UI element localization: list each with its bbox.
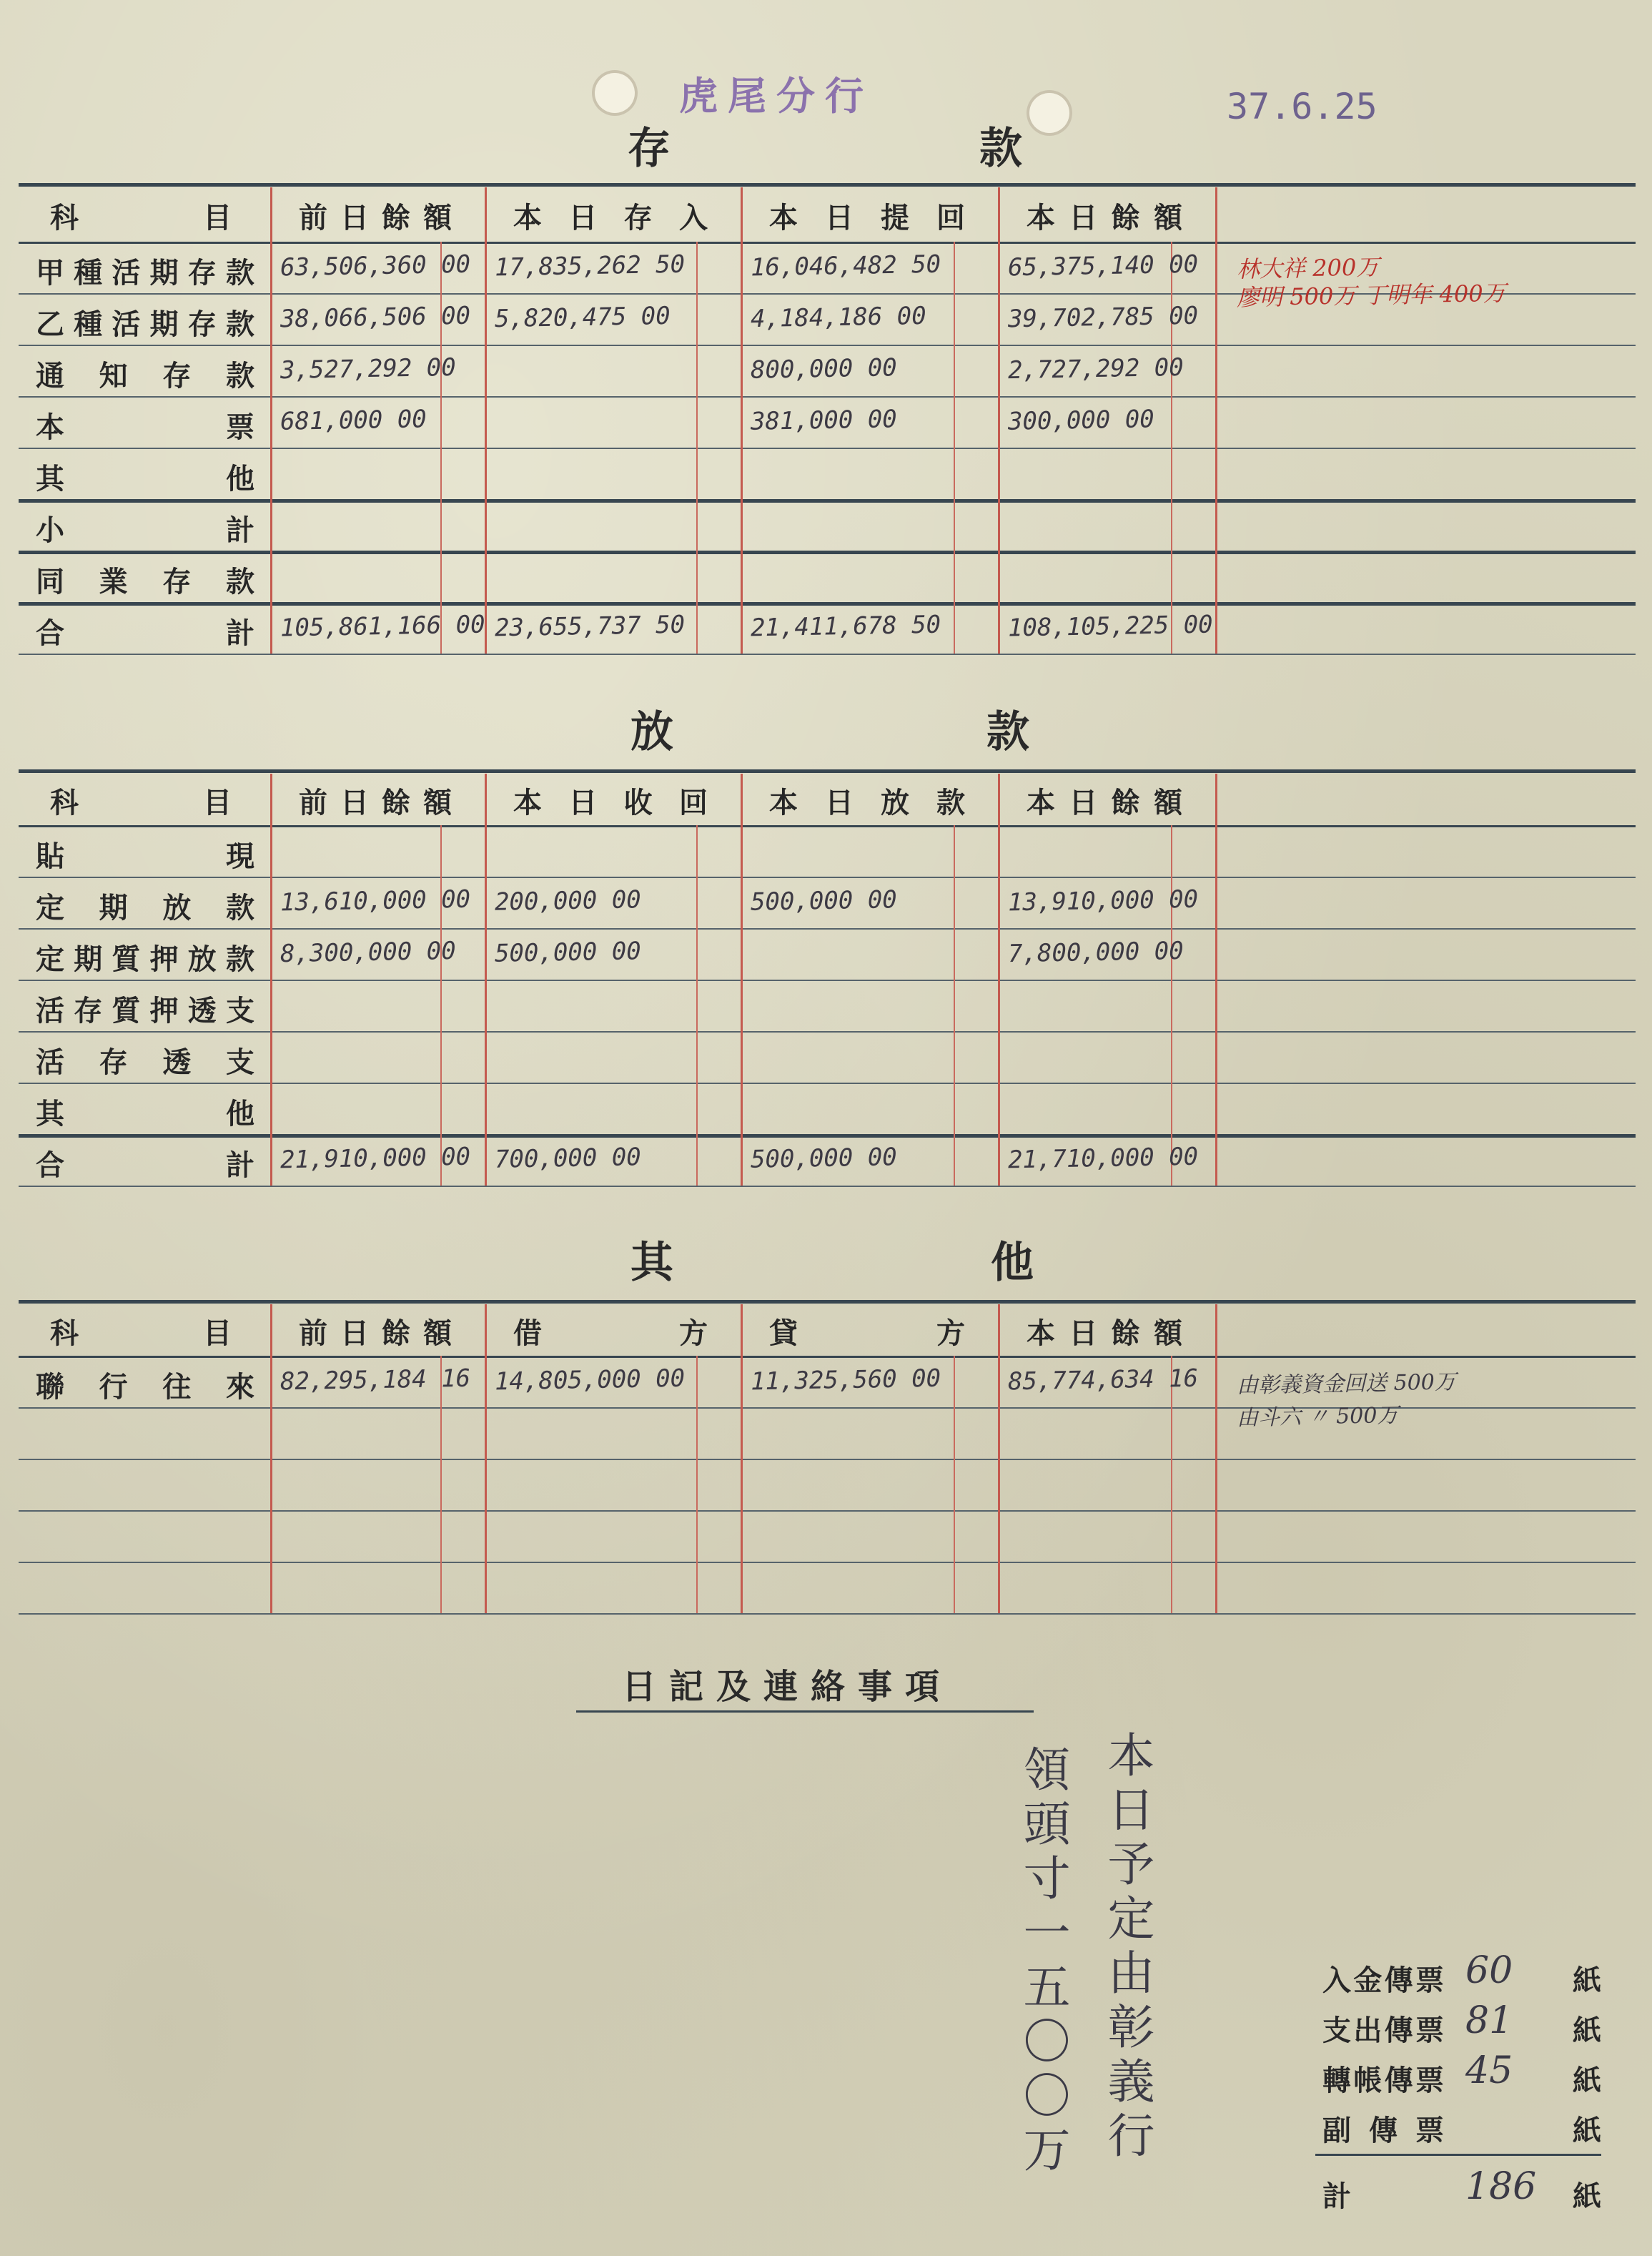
slip-label: 支 出 傳 票	[1322, 2014, 1444, 2047]
loans-row-label: 合 計	[36, 1148, 254, 1182]
loans-col-divider	[485, 774, 487, 1186]
loans-row-value: 200,000 00	[494, 885, 642, 917]
loans-row-value: 7,800,000 00	[1007, 936, 1184, 969]
deposits-row-line	[19, 396, 1636, 398]
loans-row-line	[19, 1134, 1636, 1138]
others-row-line	[19, 1562, 1636, 1563]
loans-header-border	[19, 825, 1636, 827]
loans-row-label: 活 存 質 押 透 支	[36, 994, 254, 1028]
loans-row-value: 500,000 00	[494, 937, 642, 968]
deposits-row-value: 16,046,482 50	[750, 250, 941, 282]
slip-count: 60	[1465, 1949, 1513, 1992]
slip-label: 計	[1322, 2179, 1351, 2213]
loans-row-line	[19, 1083, 1636, 1084]
deposits-title-right: 款	[979, 124, 1022, 174]
others-cents-divider	[954, 1356, 955, 1613]
deposits-top-border	[19, 183, 1636, 187]
deposits-row-line	[19, 345, 1636, 346]
deposits-row-line	[19, 602, 1636, 606]
loans-row-line	[19, 877, 1636, 878]
deposits-row-value: 65,375,140 00	[1007, 250, 1199, 282]
loans-col-divider	[270, 774, 272, 1186]
deposits-row-value: 63,506,360 00	[280, 250, 471, 282]
loans-row-label: 貼 現	[36, 839, 254, 873]
others-row-value: 85,774,634 16	[1007, 1364, 1199, 1397]
others-cents-divider	[440, 1356, 442, 1613]
slip-total-line	[1315, 2154, 1601, 2156]
slip-count: 186	[1465, 2165, 1537, 2208]
loans-cents-divider	[954, 825, 955, 1186]
loans-row-label: 其 他	[36, 1097, 254, 1131]
deposits-row-label: 乙 種 活 期 存 款	[36, 307, 254, 341]
deposits-row-value: 3,527,292 00	[280, 353, 456, 385]
punch-hole-right	[1027, 90, 1072, 136]
deposits-header-col3: 本 日 提 回	[769, 201, 969, 235]
loans-cents-divider	[1171, 825, 1172, 1186]
deposits-row-value: 21,411,678 50	[750, 610, 941, 643]
others-row-label: 聯 行 往 來	[36, 1370, 254, 1404]
slip-count: 81	[1465, 1999, 1513, 2042]
deposits-header-subject: 科 目	[50, 201, 236, 235]
deposits-row-label: 同 業 存 款	[36, 565, 254, 599]
deposits-header-col4: 本 日 餘 額	[1027, 201, 1187, 235]
loans-row-value: 500,000 00	[750, 885, 898, 917]
deposits-row-label: 甲 種 活 期 存 款	[36, 256, 254, 290]
diary-title: 日記及連絡事項	[622, 1667, 953, 1707]
others-row-line	[19, 1613, 1636, 1615]
slip-label: 入 金 傳 票	[1322, 1964, 1444, 1997]
deposits-row-value: 681,000 00	[280, 405, 427, 436]
loans-cents-divider	[440, 825, 442, 1186]
deposits-remark: 林大祥 200万	[1236, 253, 1380, 283]
others-header-col4: 本 日 餘 額	[1027, 1316, 1187, 1350]
date-stamp: 37.6.25	[1227, 86, 1378, 127]
deposits-row-value: 800,000 00	[750, 353, 898, 385]
loans-col-divider	[1215, 774, 1217, 1186]
others-header-border	[19, 1356, 1636, 1358]
deposits-row-value: 4,184,186 00	[750, 301, 926, 334]
others-header-col2: 借 方	[513, 1316, 712, 1350]
deposits-row-value: 108,105,225 00	[1007, 610, 1213, 643]
deposits-row-value: 381,000 00	[750, 405, 898, 436]
deposits-col-divider	[998, 187, 1000, 654]
deposits-header-col2: 本 日 存 入	[513, 201, 712, 235]
loans-header-col1: 前 日 餘 額	[299, 786, 456, 819]
deposits-col-divider	[741, 187, 743, 654]
others-title-left: 其	[630, 1238, 673, 1288]
others-col-divider	[485, 1304, 487, 1613]
loans-row-value: 21,710,000 00	[1007, 1142, 1199, 1175]
deposits-row-label: 通 知 存 款	[36, 359, 254, 393]
others-header-subject: 科 目	[50, 1316, 236, 1350]
loans-row-value: 8,300,000 00	[280, 936, 456, 969]
loans-row-label: 定 期 質 押 放 款	[36, 942, 254, 976]
deposits-header-col1: 前 日 餘 額	[299, 201, 456, 235]
loans-title-right: 款	[986, 707, 1029, 757]
others-col-divider	[741, 1304, 743, 1613]
deposits-col-divider	[270, 187, 272, 654]
others-cents-divider	[1171, 1356, 1172, 1613]
loans-row-value: 21,910,000 00	[280, 1142, 471, 1175]
loans-cents-divider	[696, 825, 698, 1186]
deposits-remark: 廖明 500万 丁明年 400万	[1236, 279, 1507, 312]
loans-row-line	[19, 1031, 1636, 1033]
others-remark: 由彰義資金回送 500万	[1236, 1369, 1457, 1399]
others-col-divider	[1215, 1304, 1217, 1613]
loans-row-label: 定 期 放 款	[36, 891, 254, 925]
others-col-divider	[998, 1304, 1000, 1613]
loans-header-subject: 科 目	[50, 786, 236, 819]
loans-row-value: 13,610,000 00	[280, 885, 471, 917]
loans-top-border	[19, 769, 1636, 773]
loans-row-line	[19, 928, 1636, 930]
slip-unit: 紙	[1573, 2064, 1601, 2097]
deposits-row-value: 5,820,475 00	[494, 301, 671, 334]
others-header-col3: 貸 方	[769, 1316, 969, 1350]
diary-underline	[576, 1710, 1034, 1713]
deposits-row-line	[19, 448, 1636, 449]
deposits-row-line	[19, 654, 1636, 655]
deposits-row-value: 17,835,262 50	[494, 250, 686, 282]
slip-count: 45	[1465, 2049, 1513, 2092]
deposits-cents-divider	[696, 242, 698, 654]
deposits-row-line	[19, 499, 1636, 503]
diary-note-col1: 本日予定由彰義行	[1099, 1730, 1154, 2165]
others-header-col1: 前 日 餘 額	[299, 1316, 456, 1350]
slip-unit: 紙	[1573, 1964, 1601, 1997]
others-row-value: 14,805,000 00	[494, 1364, 686, 1397]
loans-header-col4: 本 日 餘 額	[1027, 786, 1187, 819]
deposits-row-value: 38,066,506 00	[280, 301, 471, 334]
slip-label: 副 傳 票	[1322, 2114, 1444, 2147]
others-title-right: 他	[991, 1238, 1034, 1288]
others-col-divider	[270, 1304, 272, 1613]
slip-unit: 紙	[1573, 2114, 1601, 2147]
loans-header-col3: 本 日 放 款	[769, 786, 969, 819]
others-row-value: 11,325,560 00	[750, 1364, 941, 1397]
deposits-col-divider	[1215, 187, 1217, 654]
deposits-row-label: 其 他	[36, 462, 254, 496]
deposits-header-border	[19, 242, 1636, 244]
deposits-row-value: 23,655,737 50	[494, 610, 686, 643]
loans-row-label: 活 存 透 支	[36, 1045, 254, 1079]
loans-header-col2: 本 日 收 回	[513, 786, 712, 819]
loans-row-value: 500,000 00	[750, 1143, 898, 1174]
loans-row-value: 13,910,000 00	[1007, 885, 1199, 917]
deposits-row-label: 合 計	[36, 616, 254, 650]
deposits-title-left: 存	[628, 124, 671, 174]
loans-row-line	[19, 1186, 1636, 1187]
others-row-line	[19, 1510, 1636, 1512]
branch-stamp: 虎尾分行	[679, 73, 874, 119]
deposits-row-value: 39,702,785 00	[1007, 301, 1199, 334]
others-top-border	[19, 1300, 1636, 1304]
deposits-cents-divider	[954, 242, 955, 654]
others-row-value: 82,295,184 16	[280, 1364, 471, 1397]
others-cents-divider	[696, 1356, 698, 1613]
deposits-row-value: 300,000 00	[1007, 405, 1155, 436]
punch-hole-left	[592, 70, 638, 116]
loans-col-divider	[998, 774, 1000, 1186]
diary-note-col2: 領頭寸一五〇〇万	[1015, 1745, 1070, 2179]
deposits-col-divider	[485, 187, 487, 654]
deposits-row-label: 本 票	[36, 410, 254, 444]
slip-label: 轉 帳 傳 票	[1322, 2064, 1444, 2097]
loans-title-left: 放	[630, 707, 673, 757]
deposits-row-value: 2,727,292 00	[1007, 353, 1184, 385]
loans-row-line	[19, 980, 1636, 981]
loans-row-value: 700,000 00	[494, 1143, 642, 1174]
others-row-line	[19, 1459, 1636, 1460]
others-remark: 由斗六 〃 500万	[1236, 1403, 1399, 1431]
deposits-row-line	[19, 551, 1636, 554]
slip-unit: 紙	[1573, 2179, 1601, 2213]
deposits-row-label: 小 計	[36, 513, 254, 547]
loans-col-divider	[741, 774, 743, 1186]
deposits-row-value: 105,861,166 00	[280, 610, 485, 643]
slip-unit: 紙	[1573, 2014, 1601, 2047]
